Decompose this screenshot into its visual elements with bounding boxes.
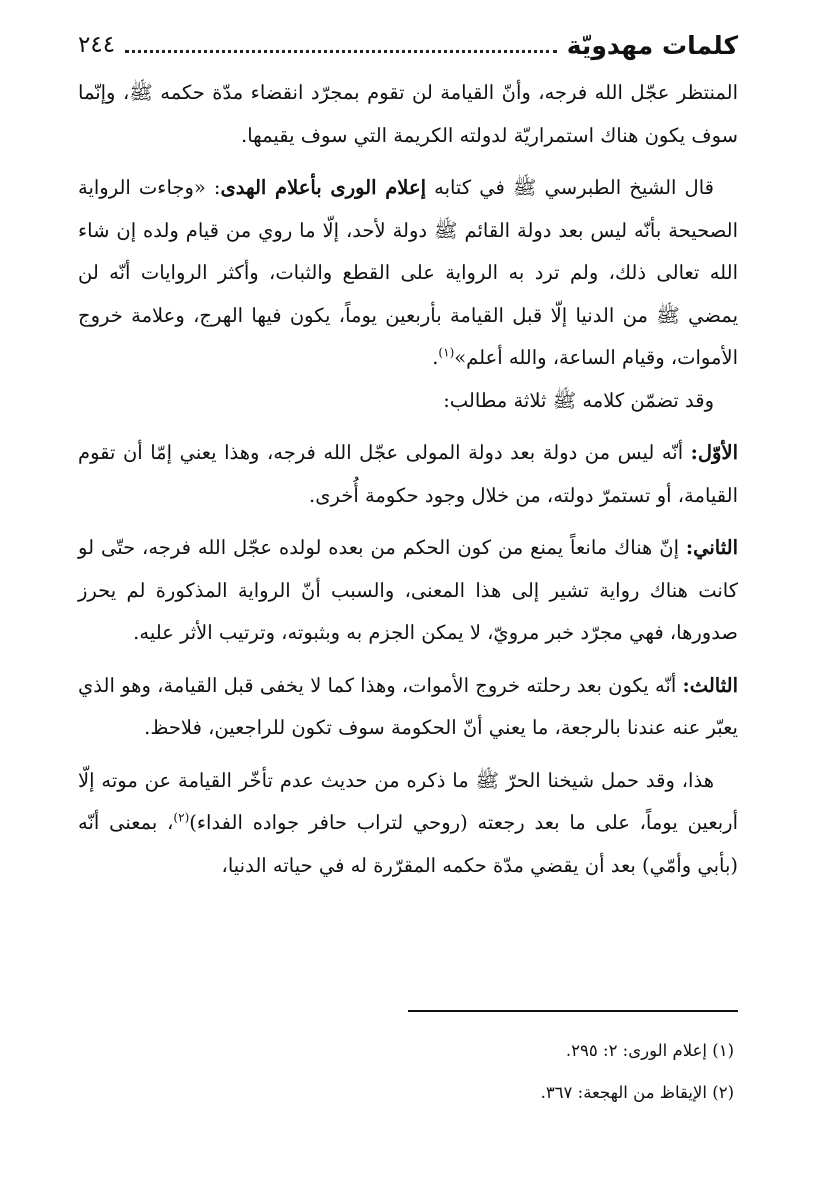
paragraph-4 [78, 432, 738, 517]
paragraph-7-part-a: هذا، وقد حمل شيخنا الحرّ ﷺ ما ذكره من حديث عدم تأخّر القيامة عن موته إلّا أربعين يوماً، على ما بعد رجعته (روحي لتراب حافر جواده الفداء) [78, 768, 738, 834]
book-page [78, 22, 738, 1102]
footnote-ref-2: (٢) [173, 810, 190, 825]
footnote-ref-1: (١) [438, 345, 455, 360]
paragraph-6 [78, 665, 738, 750]
paragraph-2: قال الشيخ الطبرسي ﷺ في كتابه إعلام الورى بأعلام الهدى: «وجاءت الرواية الصحيحة بأنّه ليس بعد دولة القائم ﷺ دولة لأحد، إلّا ما روي من قيام ولده إن شاء الله تعالى ذلك، ولم ترد به الرواية على القطع والثبات، وأكثر الروايات أنّه لن يمضي ﷺ من الدنيا إلّا قبل القيامة بأربعين يوماً، يكون فيها الهرج، وعلامة خروج الأموات، وقيام الساعة، والله أعلم»$^{(١)}$. [78, 176, 738, 369]
point-text-second: إنّ هناك مانعاً يمنع من كون الحكم من بعده لولده عجّل الله فرجه، حتّى لو كانت هناك رواية تشير إلى هذا المعنى، والسبب أنّ الرواية المذكورة لم يحرز صدورها، فهي مجرّد خبر مرويّ، لا يمكن الجزم به وبثبوته، وترتيب الأثر عليه. [78, 536, 738, 644]
paragraph-7 [78, 760, 738, 888]
paragraph-7-part-b: ، بمعنى أنّه (بأبي وأمّي) بعد أن يقضي مدّة حكمه المقرّرة له في حياته الدنيا، [78, 811, 738, 877]
dot-leader [125, 50, 557, 53]
page-number: ٢٤٤ [78, 32, 116, 58]
cited-book-title: إعلام الورى بأعلام الهدى [220, 176, 426, 199]
point-label-first: الأوّل: [690, 441, 738, 464]
point-label-third: الثالث: [682, 673, 738, 697]
paragraph-1: المنتظر عجّل الله فرجه، وأنّ القيامة لن تقوم بمجرّد انقضاء مدّة حكمه ﷺ، وإنّما سوف يكون هناك استمراريّة لدولته الكريمة التي سوف يقيمها. [78, 81, 738, 147]
running-header [78, 22, 738, 68]
point-label-second: الثاني: [685, 536, 738, 559]
body-text [78, 72, 738, 887]
point-text-first: أنّه ليس من دولة بعد دولة المولى عجّل الله فرجه، وهذا يعني إمّا أن تقوم القيامة، أو تستمرّ دولته، من خلال وجود حكومة أُخرى. [78, 441, 738, 507]
point-text-third: أنّه يكون بعد رحلته خروج الأموات، وهذا كما لا يخفى قبل القيامة، وهو الذي يعبّر عنه عندنا بالرجعة، ما يعني أنّ الحكومة سوف تكون للراجعين، فلاحظ. [78, 673, 738, 739]
paragraph-2-lead: قال الشيخ الطبرسي ﷺ في كتابه [434, 176, 714, 199]
paragraph-5 [78, 527, 738, 655]
footnotes [78, 1030, 738, 1114]
footnote-divider [408, 1010, 738, 1012]
book-title: كلمات مهدويّة [566, 30, 738, 60]
footnote-1: (١) إعلام الورى: ٢: ٢٩٥. [565, 1041, 734, 1060]
paragraph-2-quote: : «وجاءت الرواية الصحيحة بأنّه ليس بعد دولة القائم ﷺ دولة لأحد، إلّا ما روي من قيام ولده إن شاء الله تعالى ذلك، ولم ترد به الرواية على القطع والثبات، وأكثر الروايات أنّه لن يمضي ﷺ من الدنيا إلّا قبل القيامة بأربعين يوماً، يكون فيها الهرج، وعلامة خروج الأموات، وقيام الساعة، والله أعلم» [78, 176, 738, 369]
footnote-2: (٢) الإيقاظ من الهجعة: ٣٦٧. [540, 1083, 734, 1102]
paragraph-3: وقد تضمّن كلامه ﷺ ثلاثة مطالب: [443, 388, 714, 412]
